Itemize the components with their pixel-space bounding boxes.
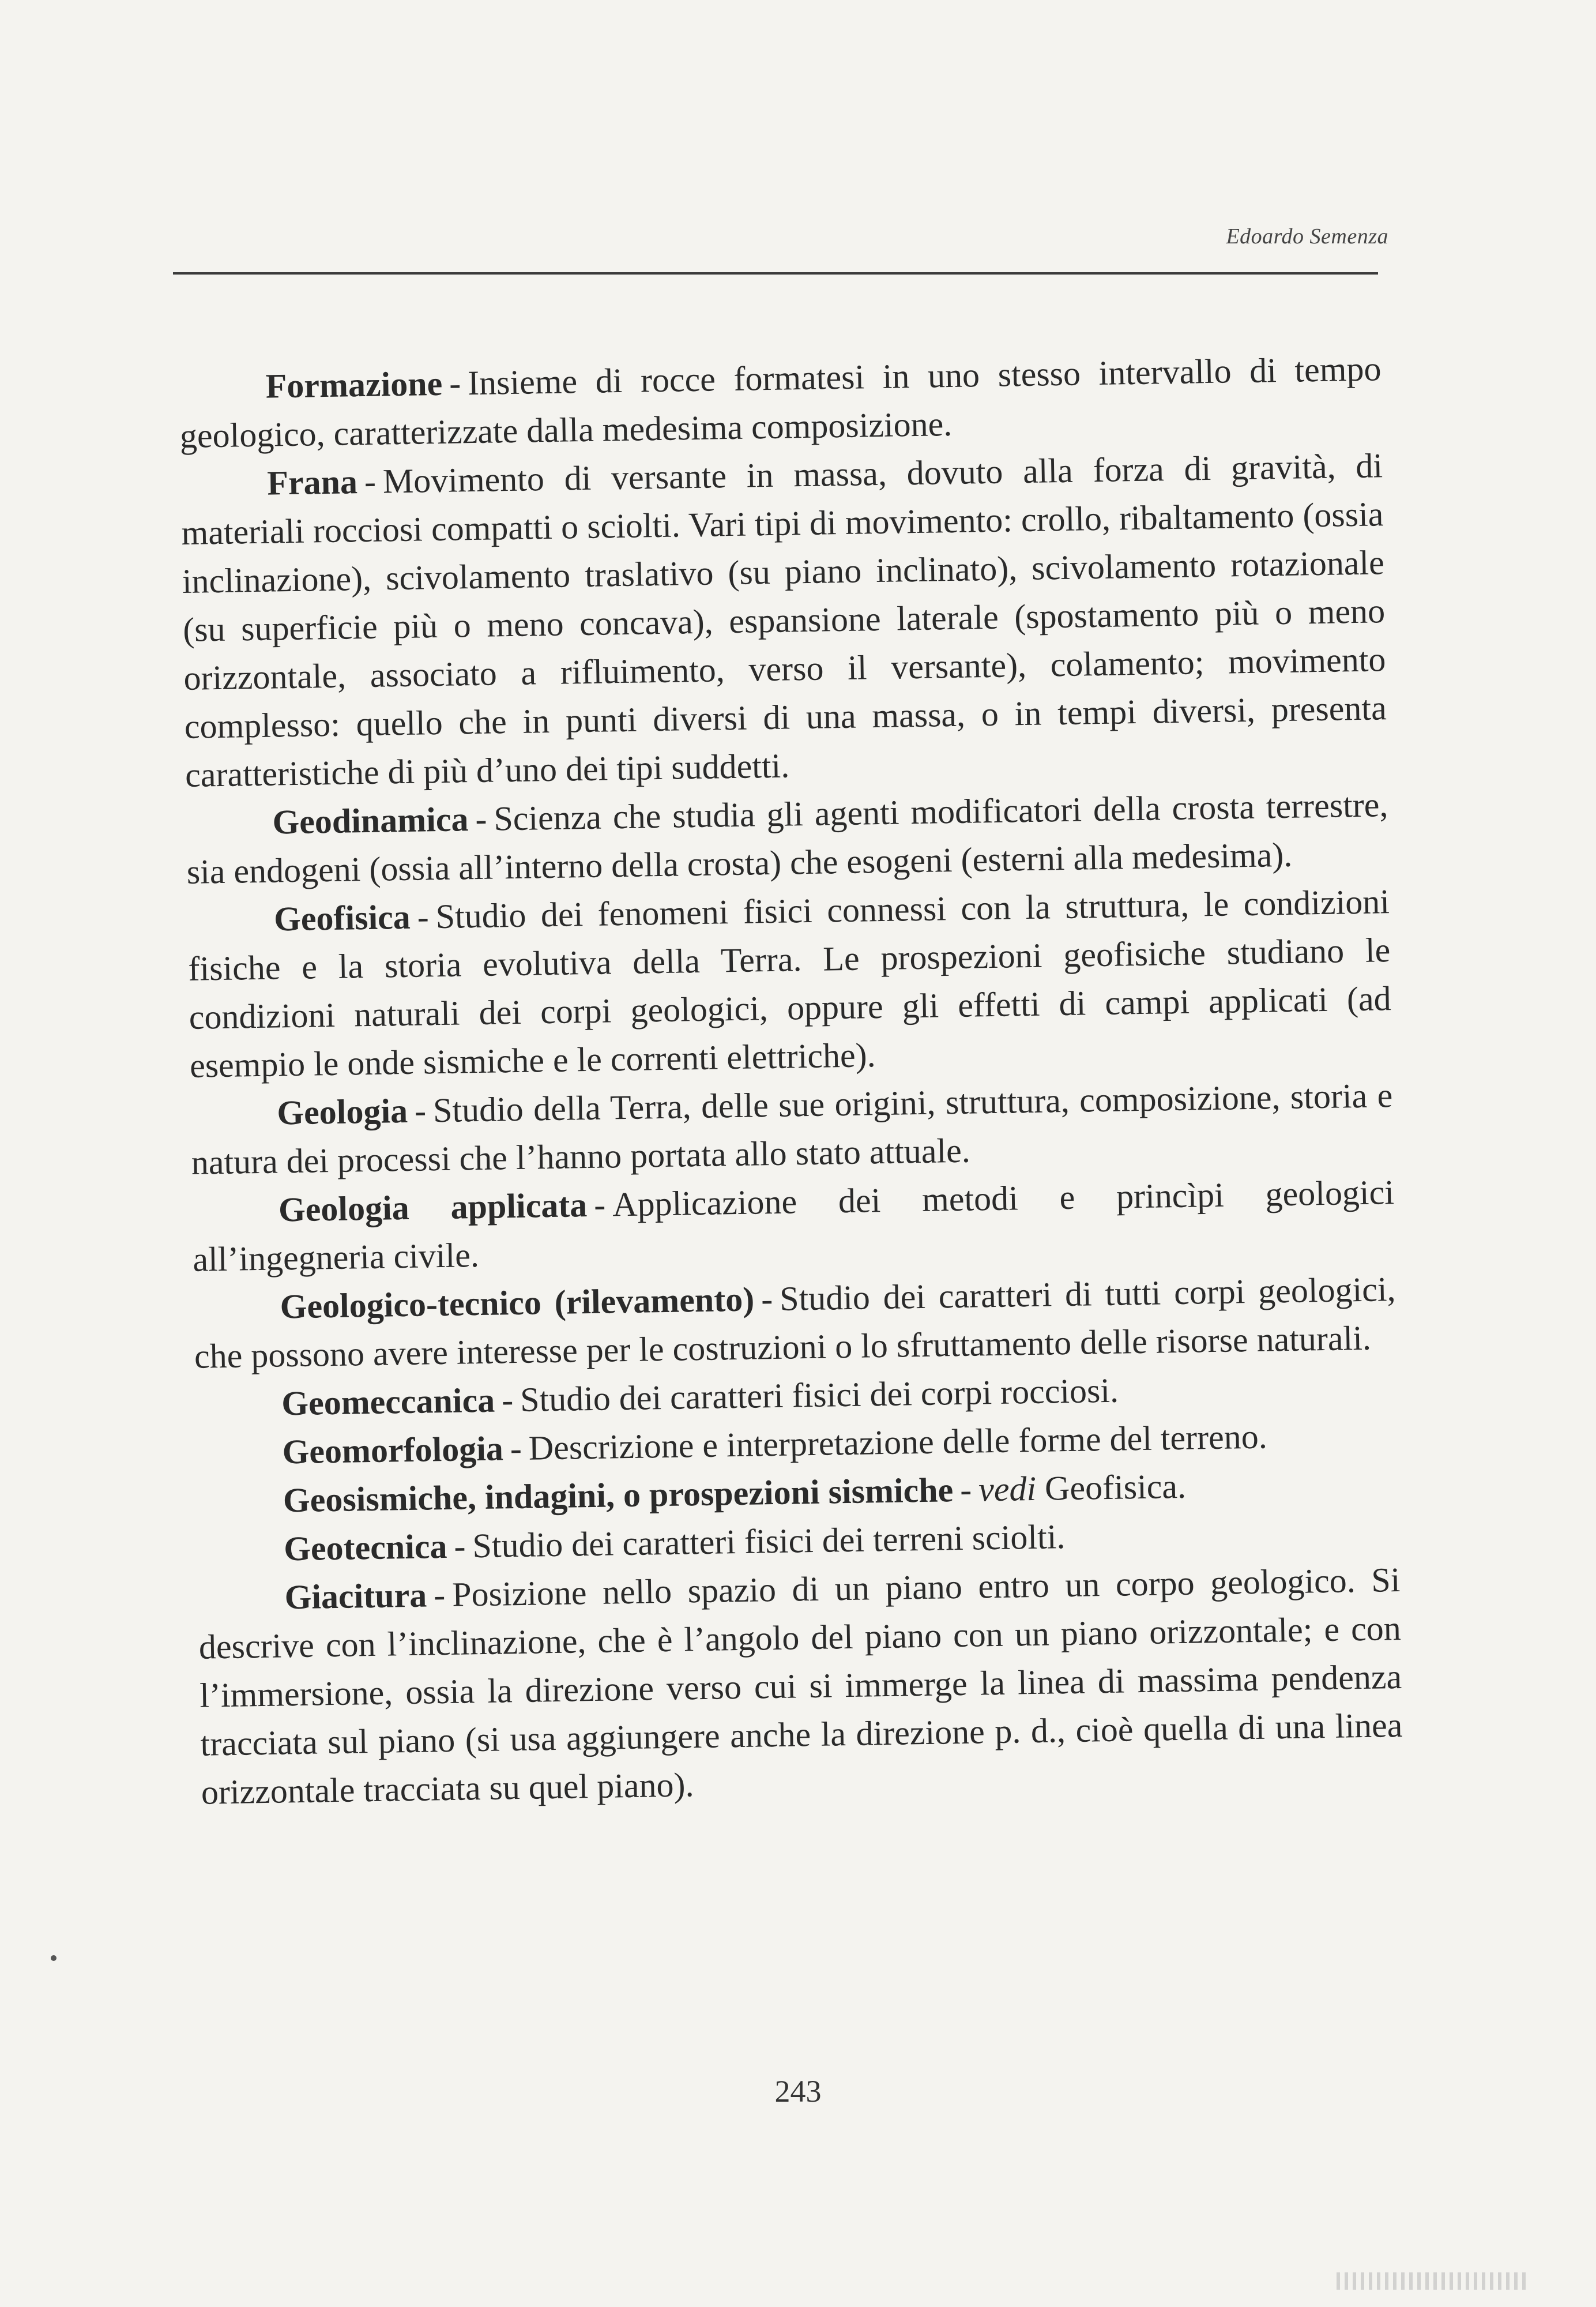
entry-definition: Geofisica. bbox=[1044, 1467, 1187, 1508]
glossary-entry-geologia-applicata: Geologia applicata - Applicazione dei metodi e princìpi geologici all’ingegneria civile. bbox=[192, 1173, 1395, 1279]
entry-definition: Studio dei caratteri fisici dei terreni sciolti. bbox=[472, 1517, 1066, 1565]
glossary-entry-frana: Frana - Movimento di versante in massa, dovuto alla forza di gravità, di materiali rocciosi compatti o sciolti. Vari tipi di movimento: crollo, ribaltamento (ossia inclinazione), scivolamento traslativo (su piano inclinato), scivolamento rotazionale (su superficie più o meno concava), espansione laterale (spostamento più o meno orizzontale, associato a rifluimento, verso il versante), colamento; movimento complesso: quello che in punti diversi di una massa, o in tempi diversi, presenta caratteristiche di più d’uno dei tipi suddetti. bbox=[181, 446, 1387, 794]
entry-term: Geomorfologia bbox=[282, 1429, 504, 1471]
entry-term: Geotecnica bbox=[283, 1527, 448, 1568]
entry-definition: Insieme di rocce formatesi in uno stesso intervallo di tempo geologico, caratterizzate dalla medesima composizione. bbox=[179, 350, 1382, 455]
glossary-body bbox=[179, 344, 1403, 1816]
header-rule bbox=[173, 272, 1378, 275]
entry-term: Geodinamica bbox=[272, 800, 469, 841]
glossary-entry-geosismiche: Geosismiche, indagini, o prospezioni sismiche - vedi Geofisica. bbox=[283, 1467, 1187, 1520]
ink-speck bbox=[51, 1955, 57, 1961]
glossary-entry-geodinamica: Geodinamica - Scienza che studia gli agenti modificatori della crosta terrestre, sia endogeni (ossia all’interno della crosta) che esogeni (esterni alla medesima). bbox=[186, 786, 1388, 891]
glossary-entry-formazione: Formazione - Insieme di rocce formatesi in uno stesso intervallo di tempo geologico, caratterizzate dalla medesima composizione. bbox=[179, 350, 1382, 455]
entry-definition: Applicazione dei metodi e princìpi geologici all’ingegneria civile. bbox=[192, 1173, 1395, 1279]
entry-term: Geomeccanica bbox=[281, 1381, 495, 1423]
entry-definition: Studio dei fenomeni fisici connessi con la struttura, le condizioni fisiche e la storia evolutiva della Terra. Le prospezioni geofisiche studiano le condizioni naturali dei corpi geologici, oppure gli effetti di campi applicati (ad esempio le onde sismiche e le correnti elettriche). bbox=[187, 882, 1392, 1085]
entry-term: Frana bbox=[266, 463, 358, 502]
glossary-entry-geomorfologia: Geomorfologia - Descrizione e interpretazione delle forme del terreno. bbox=[282, 1417, 1268, 1471]
entry-definition: Scienza che studia gli agenti modificatori della crosta terrestre, sia endogeni (ossia all’interno della crosta) che esogeni (esterni alla medesima). bbox=[186, 786, 1388, 891]
entry-see-also: vedi bbox=[978, 1469, 1037, 1509]
entry-term: Geologia applicata bbox=[278, 1186, 588, 1229]
glossary-entry-geologico-tecnico: Geologico-tecnico (rilevamento) - Studio dei caratteri di tutti corpi geologici, che possono avere interesse per le costruzioni o lo sfruttamento delle risorse naturali. bbox=[194, 1270, 1396, 1376]
page-number: 243 bbox=[774, 2074, 822, 2109]
glossary-entry-geomeccanica: Geomeccanica - Studio dei caratteri fisici dei corpi rocciosi. bbox=[281, 1371, 1119, 1423]
glossary-entry-giacitura: Giacitura - Posizione nello spazio di un piano entro un corpo geologico. Si descrive con l’inclinazione, che è l’angolo del piano con un piano orizzontale; e con l’immersione, ossia la direzione verso cui si immerge la linea di massima pendenza tracciata sul piano (si usa aggiungere anche la direzione p. d., cioè quella di una linea orizzontale tracciata su quel piano). bbox=[198, 1560, 1403, 1812]
entry-term: Geologico-tecnico (rilevamento) bbox=[280, 1280, 755, 1326]
running-head: Edoardo Semenza bbox=[1226, 224, 1388, 249]
entry-term: Geosismiche, indagini, o prospezioni sismiche bbox=[283, 1471, 954, 1520]
entry-definition: Studio della Terra, delle sue origini, struttura, composizione, storia e natura dei processi che l’hanno portata allo stato attuale. bbox=[191, 1076, 1393, 1182]
entry-definition: Descrizione e interpretazione delle forme del terreno. bbox=[528, 1417, 1268, 1467]
entry-definition: Movimento di versante in massa, dovuto alla forza di gravità, di materiali rocciosi compatti o sciolti. Vari tipi di movimento: crollo, ribaltamento (ossia inclinazione), scivolamento traslativo (su piano inclinato), scivolamento rotazionale (su superficie più o meno concava), espansione laterale (spostamento più o meno orizzontale, associato a rifluimento, verso il versante), colamento; movimento complesso: quello che in punti diversi di una massa, o in tempi diversi, presenta caratteristiche di più d’uno dei tipi suddetti. bbox=[181, 446, 1387, 794]
entry-definition: Studio dei caratteri fisici dei corpi rocciosi. bbox=[520, 1371, 1119, 1419]
glossary-entry-geofisica: Geofisica - Studio dei fenomeni fisici connessi con la struttura, le condizioni fisiche e la storia evolutiva della Terra. Le prospezioni geofisiche studiano le condizioni naturali dei corpi geologici, oppure gli effetti di campi applicati (ad esempio le onde sismiche e le correnti elettriche). bbox=[187, 882, 1392, 1085]
entry-term: Geofisica bbox=[273, 897, 411, 938]
entry-definition: Posizione nello spazio di un piano entro un corpo geologico. Si descrive con l’inclinazione, che è l’angolo del piano con un piano orizzontale; e con l’immersione, ossia la direzione verso cui si immerge la linea di massima pendenza tracciata sul piano (si usa aggiungere anche la direzione p. d., cioè quella di una linea orizzontale tracciata su quel piano). bbox=[198, 1560, 1403, 1812]
entry-definition: Studio dei caratteri di tutti corpi geologici, che possono avere interesse per le costruzioni o lo sfruttamento delle risorse naturali. bbox=[194, 1270, 1396, 1376]
entry-term: Formazione bbox=[265, 364, 443, 405]
glossary-entry-geotecnica: Geotecnica - Studio dei caratteri fisici dei terreni sciolti. bbox=[283, 1517, 1066, 1568]
entry-term: Geologia bbox=[276, 1091, 408, 1132]
scan-smudge bbox=[1337, 2272, 1527, 2290]
glossary-entry-geologia: Geologia - Studio della Terra, delle sue origini, struttura, composizione, storia e natura dei processi che l’hanno portata allo stato attuale. bbox=[191, 1076, 1393, 1182]
entry-term: Giacitura bbox=[284, 1576, 427, 1617]
